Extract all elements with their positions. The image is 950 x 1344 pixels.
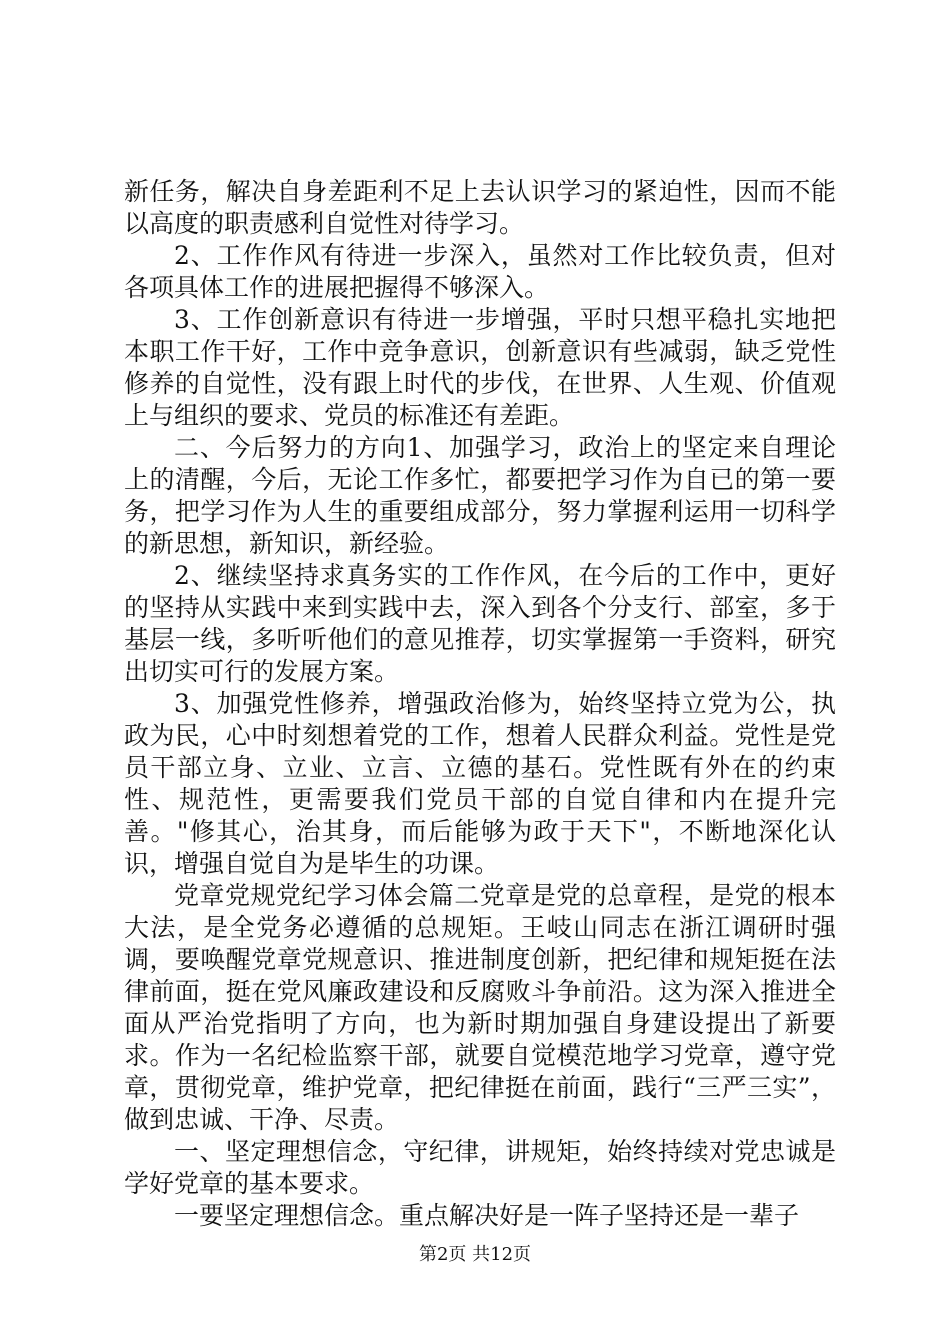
paragraph-3: 3、工作创新意识有待进一步增强，平时只想平稳扎实地把本职工作干好，工作中竞争意识，创新意识有些减弱，缺乏党性修养的自觉性，没有跟上时代的步伐，在世界、人生观、价值观上与组织的要求、党员的标准还有差距。	[124, 305, 836, 430]
paragraph-8: 一、坚定理想信念，守纪律，讲规矩，始终持续对党忠诚是学好党章的基本要求。	[124, 1137, 836, 1198]
paragraph-9: 一要坚定理想信念。重点解决好是一阵子坚持还是一辈子	[174, 1201, 800, 1230]
paragraph-2: 2、工作作风有待进一步深入，虽然对工作比较负责，但对各项具体工作的进展把握得不够深入。	[124, 241, 836, 302]
paragraph-4: 二、今后努力的方向1、加强学习，政治上的坚定来自理论上的清醒，今后，无论工作多忙，都要把学习作为自已的第一要务，把学习作为人生的重要组成部分，努力掌握利运用一切科学的新思想，新知识，新经验。	[124, 433, 836, 558]
paragraph-6: 3、加强党性修养，增强政治修为，始终坚持立党为公，执政为民，心中时刻想着党的工作，想着人民群众利益。党性是党员干部立身、立业、立言、立德的基石。党性既有外在的约束性、规范性，更需要我们党员干部的自觉自律和内在提升完善。"修其心，治其身，而后能够为政于天下"，不断地深化认识，增强自觉自为是毕生的功课。	[124, 689, 836, 878]
paragraph-7: 党章党规党纪学习体会篇二党章是党的总章程，是党的根本大法，是全党务必遵循的总规矩。王岐山同志在浙江调研时强调，要唤醒党章党规意识、推进制度创新，把纪律和规矩挺在法律前面，挺在党风廉政建设和反腐败斗争前沿。这为深入推进全面从严治党指明了方向，也为新时期加强自身建设提出了新要求。作为一名纪检监察干部，就要自觉模范地学习党章，遵守党章，贯彻党章，维护党章，把纪律挺在前面，践行“三严三实”，做到忠诚、干净、尽责。	[124, 881, 836, 1134]
paragraph-1: 新任务，解决自身差距利不足上去认识学习的紧迫性，因而不能以高度的职责感利自觉性对待学习。	[124, 177, 836, 238]
page-footer	[0, 1243, 950, 1267]
document-body	[124, 176, 836, 1232]
page-number-label: 第2页 共12页	[418, 1244, 532, 1265]
paragraph-5: 2、继续坚持求真务实的工作作风，在今后的工作中，更好的坚持从实践中来到实践中去，深入到各个分支行、部室，多于基层一线，多听听他们的意见推荐，切实掌握第一手资料，研究出切实可行的发展方案。	[124, 561, 836, 686]
